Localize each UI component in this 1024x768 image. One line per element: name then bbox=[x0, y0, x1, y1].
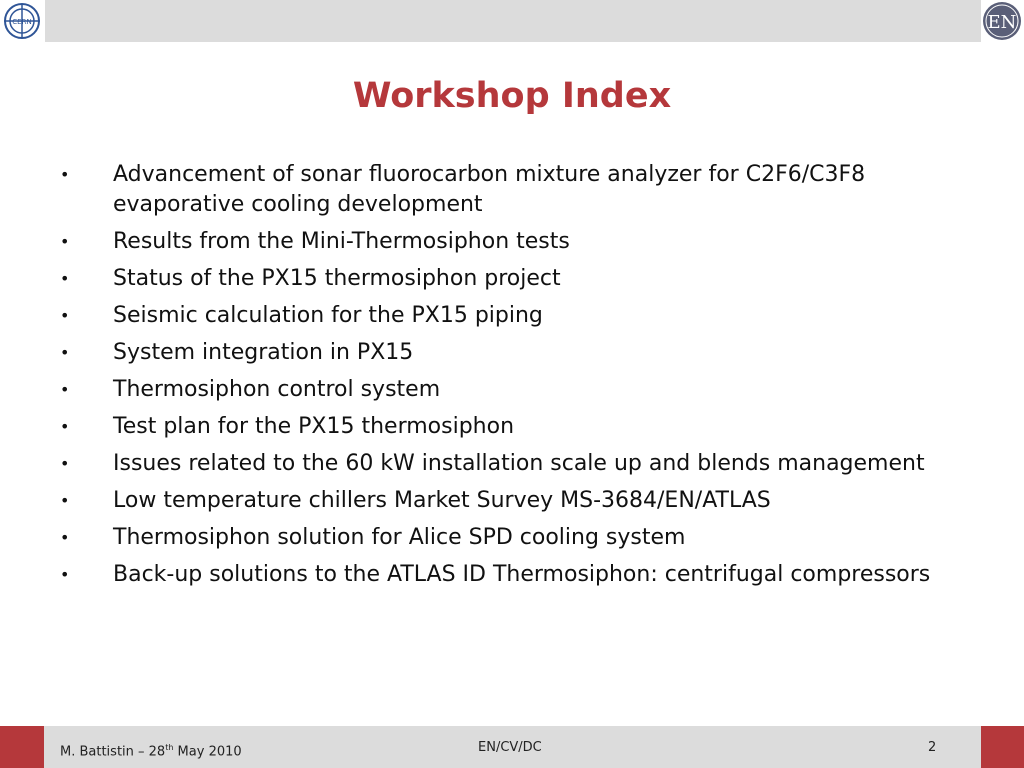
footer-author-date bbox=[60, 740, 242, 760]
bullet-list bbox=[60, 160, 960, 597]
footer-date-superscript: th bbox=[165, 743, 174, 752]
bullet-icon: • bbox=[60, 232, 70, 251]
bullet-icon: • bbox=[60, 343, 70, 362]
footer-author-suffix: May 2010 bbox=[173, 744, 242, 760]
bullet-icon: • bbox=[60, 269, 70, 288]
list-item bbox=[60, 560, 960, 590]
header-bar bbox=[0, 0, 981, 42]
bullet-text: Advancement of sonar fluorocarbon mixture analyzer for C2F6/C3F8 evaporative cooling development bbox=[113, 162, 866, 217]
bullet-text: Thermosiphon control system bbox=[113, 377, 441, 402]
slide-title: Workshop Index bbox=[352, 76, 672, 116]
bullet-icon: • bbox=[60, 306, 70, 325]
bullet-text: Back-up solutions to the ATLAS ID Thermosiphon: centrifugal compressors bbox=[113, 562, 931, 587]
en-logo-text: EN bbox=[987, 12, 1017, 33]
list-item bbox=[60, 449, 960, 479]
bullet-text: Low temperature chillers Market Survey MS-3684/EN/ATLAS bbox=[113, 488, 771, 513]
bullet-text: Results from the Mini-Thermosiphon tests bbox=[113, 229, 570, 254]
list-item bbox=[60, 523, 960, 553]
list-item bbox=[60, 375, 960, 405]
list-item bbox=[60, 160, 960, 220]
bullet-icon: • bbox=[60, 454, 70, 473]
footer-right-accent bbox=[981, 726, 1024, 768]
bullet-icon: • bbox=[60, 165, 70, 184]
bullet-icon: • bbox=[60, 417, 70, 436]
page-number: 2 bbox=[928, 740, 937, 755]
bullet-icon: • bbox=[60, 528, 70, 547]
bullet-icon: • bbox=[60, 565, 70, 584]
bullet-text: Issues related to the 60 kW installation scale up and blends management bbox=[113, 451, 925, 476]
en-logo bbox=[981, 0, 1024, 42]
bullet-text: Status of the PX15 thermosiphon project bbox=[113, 266, 561, 291]
cern-logo bbox=[0, 0, 45, 42]
footer-author-prefix: M. Battistin – 28 bbox=[60, 744, 166, 760]
bullet-icon: • bbox=[60, 380, 70, 399]
list-item bbox=[60, 412, 960, 442]
footer-department: EN/CV/DC bbox=[478, 740, 542, 755]
list-item bbox=[60, 264, 960, 294]
list-item bbox=[60, 338, 960, 368]
list-item bbox=[60, 301, 960, 331]
footer-left-accent bbox=[0, 726, 44, 768]
bullet-text: Seismic calculation for the PX15 piping bbox=[113, 303, 543, 328]
bullet-text: Test plan for the PX15 thermosiphon bbox=[113, 414, 515, 439]
list-item bbox=[60, 486, 960, 516]
list-item bbox=[60, 227, 960, 257]
cern-logo-text: CERN bbox=[12, 18, 32, 26]
bullet-text: System integration in PX15 bbox=[113, 340, 414, 365]
bullet-text: Thermosiphon solution for Alice SPD cooling system bbox=[113, 525, 686, 550]
bullet-icon: • bbox=[60, 491, 70, 510]
